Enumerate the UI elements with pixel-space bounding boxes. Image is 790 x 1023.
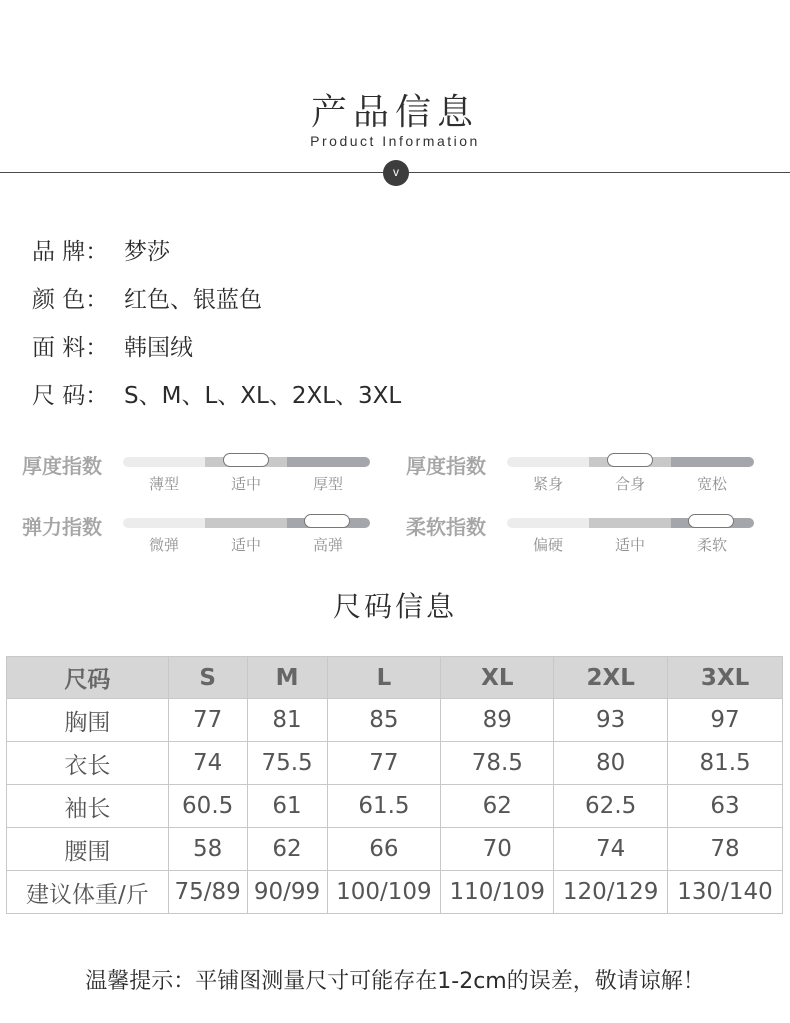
table-cell: 60.5 (168, 785, 247, 828)
index-tick-label: 薄型 (148, 475, 179, 493)
table-cell: 78.5 (441, 742, 554, 785)
size-section-title: 尺码信息 (332, 590, 457, 623)
table-row (7, 699, 783, 742)
table-header-cell: 尺码 (7, 657, 169, 699)
index-track-segment (123, 457, 206, 467)
index-slider-knob (304, 514, 350, 528)
page-title: 产品信息 (310, 92, 479, 133)
index-slider-knob (688, 514, 734, 528)
index-title: 厚度指数 (406, 454, 486, 478)
table-cell: 62.5 (554, 785, 668, 828)
info-row-fabric (32, 329, 193, 362)
index-slider-track (507, 518, 753, 528)
index-track-segment (671, 457, 754, 467)
table-header-cell: L (327, 657, 441, 699)
index-title: 柔软指数 (406, 515, 486, 539)
table-header-cell: S (168, 657, 247, 699)
table-cell: 61.5 (327, 785, 441, 828)
index-slider-knob (607, 453, 653, 467)
index-tick-label: 适中 (614, 536, 645, 554)
table-cell: 77 (327, 742, 441, 785)
table-cell: 袖长 (7, 785, 169, 828)
table-cell: 78 (668, 828, 783, 871)
page-subtitle: Product Information (310, 133, 480, 149)
index-track-segment (123, 518, 206, 528)
index-tick-label: 合身 (614, 475, 645, 493)
index-tick-label: 适中 (230, 475, 261, 493)
table-cell: 77 (168, 699, 247, 742)
index-tick-label: 宽松 (696, 475, 727, 493)
table-cell: 81.5 (668, 742, 783, 785)
table-cell: 90/99 (247, 871, 327, 914)
index-slider-track (123, 518, 369, 528)
table-cell: 120/129 (554, 871, 668, 914)
index-slider-knob (223, 453, 269, 467)
table-cell: 74 (554, 828, 668, 871)
index-tick-label: 柔软 (696, 536, 727, 554)
info-label: 颜 色： (32, 287, 109, 313)
table-cell: 74 (168, 742, 247, 785)
table-cell: 75/89 (168, 871, 247, 914)
index-tick-label: 偏硬 (532, 536, 563, 554)
index-tick-label: 微弹 (148, 536, 179, 554)
info-value: 韩国绒 (124, 335, 193, 361)
info-row-size (32, 377, 401, 410)
table-cell: 81 (247, 699, 327, 742)
chevron-down-icon: v (383, 160, 409, 186)
info-row-color (32, 281, 262, 314)
info-label: 面 料： (32, 335, 109, 361)
table-cell: 75.5 (247, 742, 327, 785)
table-row (7, 828, 783, 871)
table-cell: 胸围 (7, 699, 169, 742)
table-cell: 62 (441, 785, 554, 828)
table-header-cell: 3XL (668, 657, 783, 699)
table-row (7, 742, 783, 785)
table-header-cell: 2XL (554, 657, 668, 699)
table-cell: 61 (247, 785, 327, 828)
table-row (7, 785, 783, 828)
info-label: 品 牌： (32, 239, 109, 265)
index-slider-track (123, 457, 369, 467)
table-cell: 110/109 (441, 871, 554, 914)
table-cell: 70 (441, 828, 554, 871)
table-header-cell: M (247, 657, 327, 699)
index-title: 弹力指数 (22, 515, 102, 539)
index-tick-label: 厚型 (312, 475, 343, 493)
index-tick-label: 适中 (230, 536, 261, 554)
index-track-segment (589, 518, 672, 528)
table-cell: 建议体重/斤 (7, 871, 169, 914)
info-row-brand (32, 233, 170, 266)
info-value: 红色、银蓝色 (124, 287, 262, 313)
table-cell: 85 (327, 699, 441, 742)
info-value: 梦莎 (124, 239, 170, 265)
table-cell: 58 (168, 828, 247, 871)
info-value: S、M、L、XL、2XL、3XL (124, 383, 402, 409)
table-cell: 66 (327, 828, 441, 871)
table-cell: 衣长 (7, 742, 169, 785)
table-row (7, 871, 783, 914)
index-slider-track (507, 457, 753, 467)
index-track-segment (507, 457, 590, 467)
index-title: 厚度指数 (22, 454, 102, 478)
table-header-cell: XL (441, 657, 554, 699)
notice-text: 温馨提示：平铺图测量尺寸可能存在1-2cm的误差，敬请谅解！ (85, 969, 705, 994)
info-label: 尺 码： (32, 383, 109, 409)
size-table (6, 656, 783, 914)
index-track-segment (507, 518, 590, 528)
table-cell: 63 (668, 785, 783, 828)
table-cell: 62 (247, 828, 327, 871)
index-tick-label: 高弹 (312, 536, 343, 554)
index-tick-label: 紧身 (532, 475, 563, 493)
table-cell: 80 (554, 742, 668, 785)
table-cell: 97 (668, 699, 783, 742)
table-cell: 93 (554, 699, 668, 742)
table-cell: 腰围 (7, 828, 169, 871)
index-track-segment (205, 518, 288, 528)
table-cell: 89 (441, 699, 554, 742)
table-cell: 100/109 (327, 871, 441, 914)
index-track-segment (287, 457, 370, 467)
table-cell: 130/140 (668, 871, 783, 914)
table-header-row (7, 657, 783, 699)
